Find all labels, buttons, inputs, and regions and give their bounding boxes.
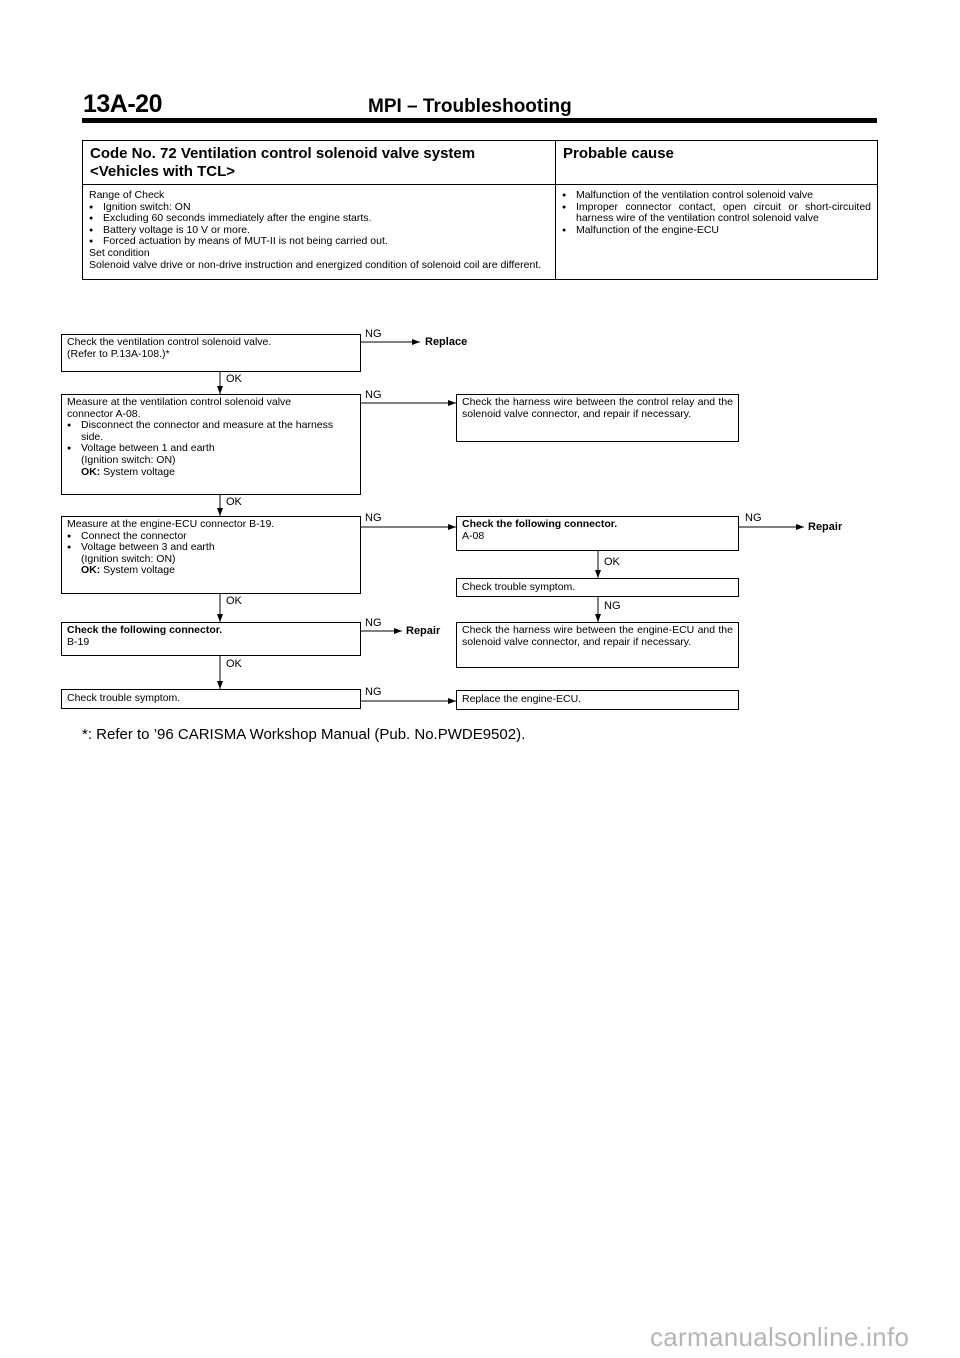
ng-label: NG (365, 686, 382, 698)
step-text: Measure at the ventilation control solenoid valve (67, 396, 292, 408)
step-subtext: (Ignition switch: ON) (81, 453, 176, 466)
ok-label: OK (226, 373, 242, 385)
step-text: Replace the engine-ECU. (462, 693, 582, 705)
step-measure-solenoid-connector (61, 394, 361, 495)
ok-criteria-value: System voltage (103, 564, 175, 577)
page-number: 13A-20 (83, 90, 162, 118)
step-text: Check the harness wire between the control relay and the solenoid valve connector, and repair if necessary. (462, 396, 733, 420)
ng-label: NG (365, 328, 382, 340)
range-item: ● Battery voltage is 10 V or more. (89, 225, 549, 237)
step-text: Check the following connector. (67, 624, 223, 636)
step-bullet: ● Connect the connector (67, 531, 355, 543)
ok-label: OK (226, 496, 242, 508)
probable-cause-heading: Probable cause (556, 141, 878, 185)
ng-label: NG (365, 617, 382, 629)
ng-label: NG (365, 512, 382, 524)
step-bullet: ● Disconnect the connector and measure at the harness side. (67, 420, 355, 443)
set-condition-text: Solenoid valve drive or non-drive instruction and energized condition of solenoid coil are different. (89, 258, 542, 271)
step-subtext: (Ignition switch: ON) (81, 552, 176, 565)
step-check-harness-engine-ecu (456, 622, 739, 668)
ok-label: OK (226, 595, 242, 607)
step-check-harness-control-relay (456, 394, 739, 442)
step-text: (Refer to P.13A-108.)* (67, 347, 170, 360)
cause-item: ● Malfunction of the ventilation control solenoid valve (562, 190, 871, 202)
step-replace-engine-ecu (456, 690, 739, 710)
result-repair: Repair (406, 625, 441, 637)
ok-label: OK (226, 658, 242, 670)
watermark: carmanualsonline.info (650, 1322, 910, 1352)
step-text: Check the following connector. (462, 518, 618, 530)
cause-item: ● Improper connector contact, open circuit or short-circuited harness wire of the ventilation control solenoid valve (562, 202, 871, 225)
step-text: Check trouble symptom. (462, 581, 576, 593)
code-title: Code No. 72 Ventilation control solenoid valve system (90, 145, 476, 162)
footnote: *: Refer to ’96 CARISMA Workshop Manual (Pub. No.PWDE9502). (82, 726, 526, 743)
step-text: A-08 (462, 529, 485, 542)
step-text: connector A-08. (67, 407, 141, 420)
step-text: Measure at the engine-ECU connector B-19. (67, 518, 275, 530)
section-title: MPI – Troubleshooting (368, 96, 572, 117)
step-text: B-19 (67, 635, 90, 648)
ng-label: NG (604, 600, 621, 612)
range-item: ● Ignition switch: ON (89, 202, 549, 214)
set-heading: Set condition (89, 246, 150, 259)
range-item: ● Excluding 60 seconds immediately after the engine starts. (89, 213, 549, 225)
step-text: Check trouble symptom. (67, 692, 181, 704)
result-repair: Repair (808, 521, 843, 533)
cause-item: ● Malfunction of the engine-ECU (562, 225, 871, 237)
range-heading: Range of Check (89, 189, 165, 201)
step-check-connector-a08 (456, 516, 739, 551)
ng-label: NG (745, 512, 762, 524)
ok-criteria-label: OK: (81, 465, 101, 478)
step-check-trouble-symptom-right (456, 578, 739, 597)
ok-criteria-label: OK: (81, 564, 101, 577)
ng-label: NG (365, 389, 382, 401)
ok-label: OK (604, 556, 620, 568)
result-replace: Replace (425, 336, 468, 348)
step-text: Check the harness wire between the engine-ECU and the solenoid valve connector, and repair if necessary. (462, 624, 733, 648)
code-subtitle: <Vehicles with TCL> (90, 163, 236, 180)
step-text: Check the ventilation control solenoid valve. (67, 336, 272, 348)
step-check-connector-b19 (61, 622, 361, 656)
range-item: ● Forced actuation by means of MUT-II is not being carried out. (89, 236, 549, 248)
step-check-solenoid-valve (61, 334, 361, 372)
step-check-trouble-symptom (61, 689, 361, 709)
step-bullet: ● Voltage between 3 and earth (67, 542, 355, 554)
step-measure-ecu-connector (61, 516, 361, 594)
step-bullet: ● Voltage between 1 and earth (67, 443, 355, 455)
ok-criteria-value: System voltage (103, 465, 175, 478)
